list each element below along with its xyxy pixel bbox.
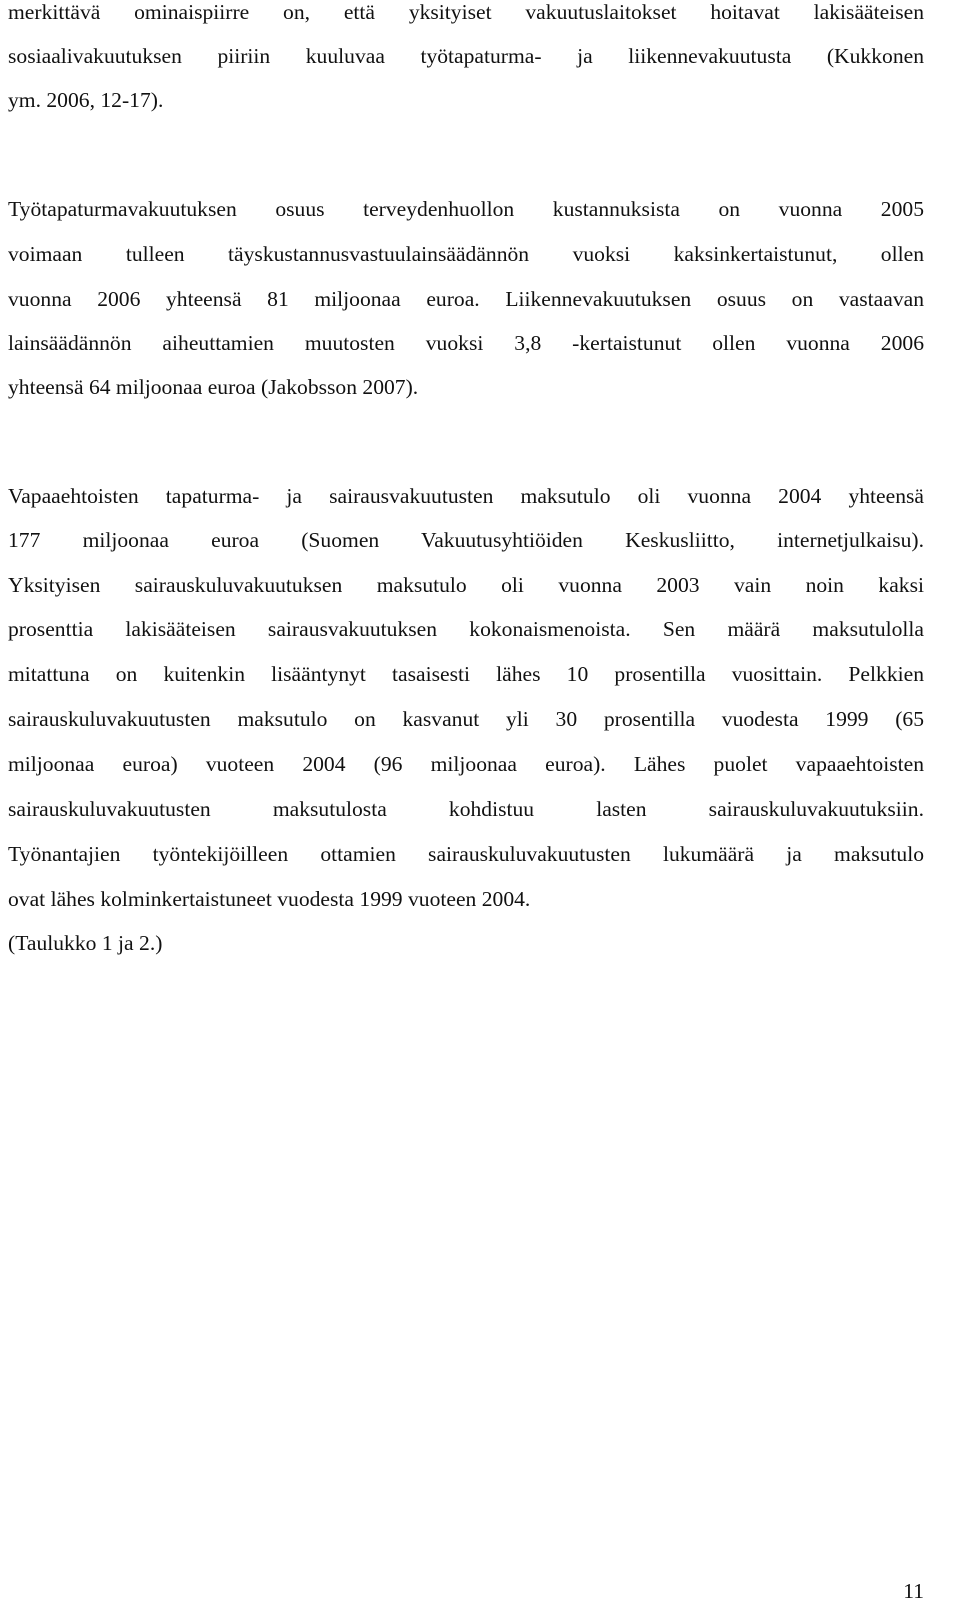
page-number: 11 — [903, 1579, 924, 1603]
text-line: Vapaaehtoisten tapaturma- ja sairausvakuutusten maksutulo oli vuonna 2004 yhteensä — [8, 484, 924, 508]
document-page — [8, 0, 924, 1623]
text-line: sosiaalivakuutuksen piiriin kuuluvaa työtapaturma- ja liikennevakuutusta (Kukkonen — [8, 44, 924, 68]
text-line: 177 miljoonaa euroa (Suomen Vakuutusyhtiöiden Keskusliitto, internetjulkaisu). — [8, 528, 924, 552]
text-line: vuonna 2006 yhteensä 81 miljoonaa euroa. Liikennevakuutuksen osuus on vastaavan — [8, 287, 924, 311]
text-line: sairauskuluvakuutusten maksutulosta kohdistuu lasten sairauskuluvakuutuksiin. — [8, 797, 924, 821]
text-line: Työnantajien työntekijöilleen ottamien sairauskuluvakuutusten lukumäärä ja maksutulo — [8, 842, 924, 866]
text-line: prosenttia lakisääteisen sairausvakuutuksen kokonaismenoista. Sen määrä maksutulolla — [8, 617, 924, 641]
text-line: miljoonaa euroa) vuoteen 2004 (96 miljoonaa euroa). Lähes puolet vapaaehtoisten — [8, 752, 924, 776]
text-line: merkittävä ominaispiirre on, että yksityiset vakuutuslaitokset hoitavat lakisääteisen — [8, 0, 924, 24]
text-line: Yksityisen sairauskuluvakuutuksen maksutulo oli vuonna 2003 vain noin kaksi — [8, 573, 924, 597]
text-line: sairauskuluvakuutusten maksutulo on kasvanut yli 30 prosentilla vuodesta 1999 (65 — [8, 707, 924, 731]
text-line: yhteensä 64 miljoonaa euroa (Jakobsson 2007). — [8, 375, 419, 399]
text-line: mitattuna on kuitenkin lisääntynyt tasaisesti lähes 10 prosentilla vuosittain. Pelkkien — [8, 662, 924, 686]
text-line: lainsäädännön aiheuttamien muutosten vuoksi 3,8 -kertaistunut ollen vuonna 2006 — [8, 331, 924, 355]
text-line: Työtapaturmavakuutuksen osuus terveydenhuollon kustannuksista on vuonna 2005 — [8, 197, 924, 221]
text-line: ovat lähes kolminkertaistuneet vuodesta 1999 vuoteen 2004. — [8, 887, 531, 911]
text-line: voimaan tulleen täyskustannusvastuulainsäädännön vuoksi kaksinkertaistunut, ollen — [8, 242, 924, 266]
text-line: ym. 2006, 12-17). — [8, 88, 164, 112]
text-line: (Taulukko 1 ja 2.) — [8, 931, 163, 955]
